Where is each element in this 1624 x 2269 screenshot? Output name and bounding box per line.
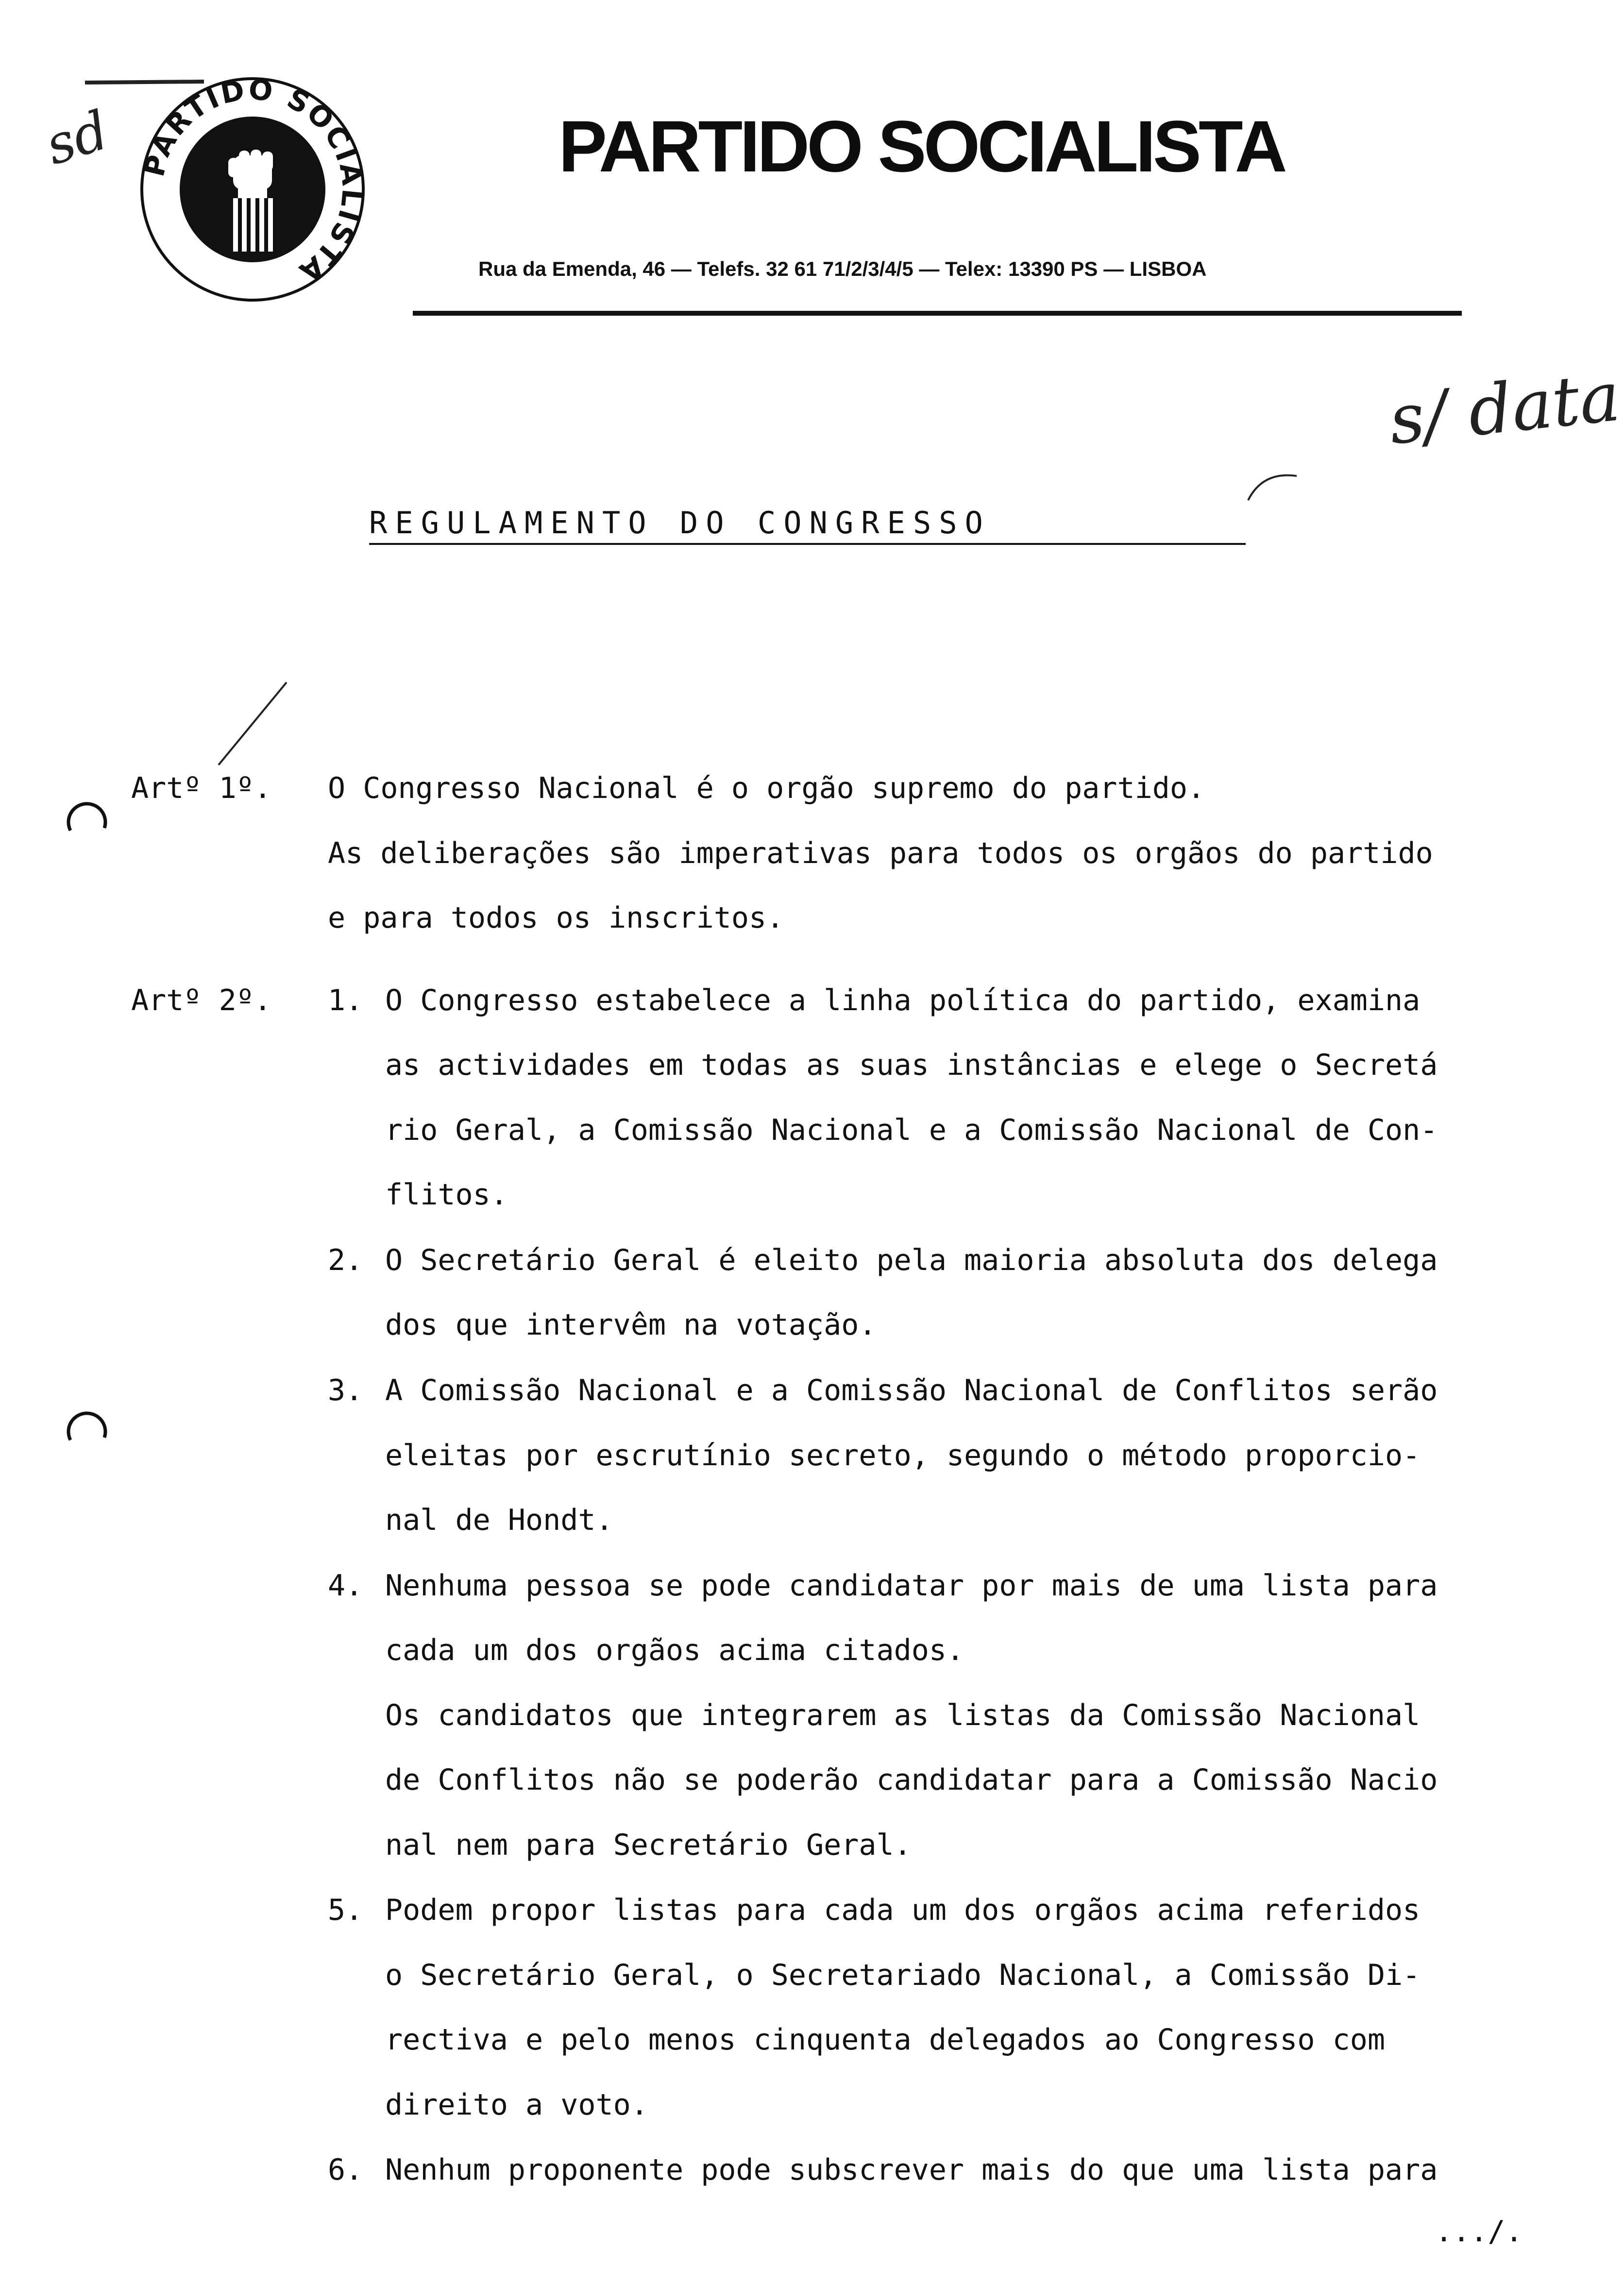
line-text: e para todos os inscritos.: [328, 901, 784, 935]
line-text: nal nem para Secretário Geral.: [385, 1828, 912, 1862]
line-label: Artº 2º.: [131, 983, 271, 1017]
hole-punch-mark: [66, 1411, 109, 1455]
handwritten-note-top-right: s/ data: [1385, 357, 1624, 460]
party-address: Rua da Emenda, 46 — Telefs. 32 61 71/2/3/4/5 — Telex: 13390 PS — LISBOA: [478, 257, 1207, 280]
line-text: Nenhum proponente pode subscrever mais do que uma lista para: [385, 2153, 1438, 2187]
party-logo-seal: [136, 73, 369, 306]
pen-stroke: [214, 680, 291, 767]
line-number: 2.: [328, 1243, 363, 1277]
line-text: rio Geral, a Comissão Nacional e a Comissão Nacional de Con-: [385, 1113, 1438, 1147]
line-text: O Secretário Geral é eleito pela maioria absoluta dos delega: [385, 1243, 1438, 1277]
svg-text:PARTIDO SOCIALISTA: PARTIDO SOCIALISTA: [137, 73, 369, 290]
line-text: As deliberações são imperativas para todos os orgãos do partido: [328, 836, 1433, 870]
line-text: Nenhuma pessoa se pode candidatar por mais de uma lista para: [385, 1569, 1438, 1603]
document-title: REGULAMENTO DO CONGRESSO: [369, 505, 991, 541]
line-text: rectiva e pelo menos cinquenta delegados ao Congresso com: [385, 2023, 1386, 2057]
line-text: A Comissão Nacional e a Comissão Nacional de Conflitos serão: [385, 1373, 1438, 1407]
line-number: 1.: [328, 983, 363, 1017]
line-text: dos que intervêm na votação.: [385, 1308, 877, 1342]
party-name: PARTIDO SOCIALISTA: [558, 105, 1285, 187]
line-text: nal de Hondt.: [385, 1503, 613, 1537]
handwritten-note-top-left: sd: [38, 99, 116, 177]
line-text: flitos.: [385, 1178, 508, 1212]
pen-stroke-top-left: [83, 68, 209, 97]
line-text: Os candidatos que integrarem as listas da Comissão Nacional: [385, 1698, 1421, 1732]
title-underline: [369, 543, 1246, 545]
pen-stroke: [1243, 466, 1302, 505]
hole-punch-mark: [66, 801, 109, 845]
line-text: o Secretário Geral, o Secretariado Nacional, a Comissão Di-: [385, 1958, 1421, 1992]
line-number: 5.: [328, 1893, 363, 1927]
line-number: 6.: [328, 2153, 363, 2187]
line-number: 3.: [328, 1373, 363, 1407]
line-text: de Conflitos não se poderão candidatar para a Comissão Nacio: [385, 1763, 1438, 1797]
line-number: 4.: [328, 1569, 363, 1603]
line-text: direito a voto.: [385, 2088, 648, 2122]
line-text: Podem propor listas para cada um dos orgãos acima referidos: [385, 1893, 1421, 1927]
line-text: cada um dos orgãos acima citados.: [385, 1633, 964, 1667]
line-text: eleitas por escrutínio secreto, segundo o método proporcio-: [385, 1439, 1421, 1473]
line-label: Artº 1º.: [131, 771, 271, 805]
line-text: O Congresso Nacional é o orgão supremo do partido.: [328, 771, 1205, 805]
continuation-mark: .../.: [1435, 2215, 1523, 2249]
line-text: as actividades em todas as suas instâncias e elege o Secretá: [385, 1048, 1438, 1082]
header-rule: [413, 311, 1462, 316]
line-text: O Congresso estabelece a linha política do partido, examina: [385, 983, 1421, 1017]
